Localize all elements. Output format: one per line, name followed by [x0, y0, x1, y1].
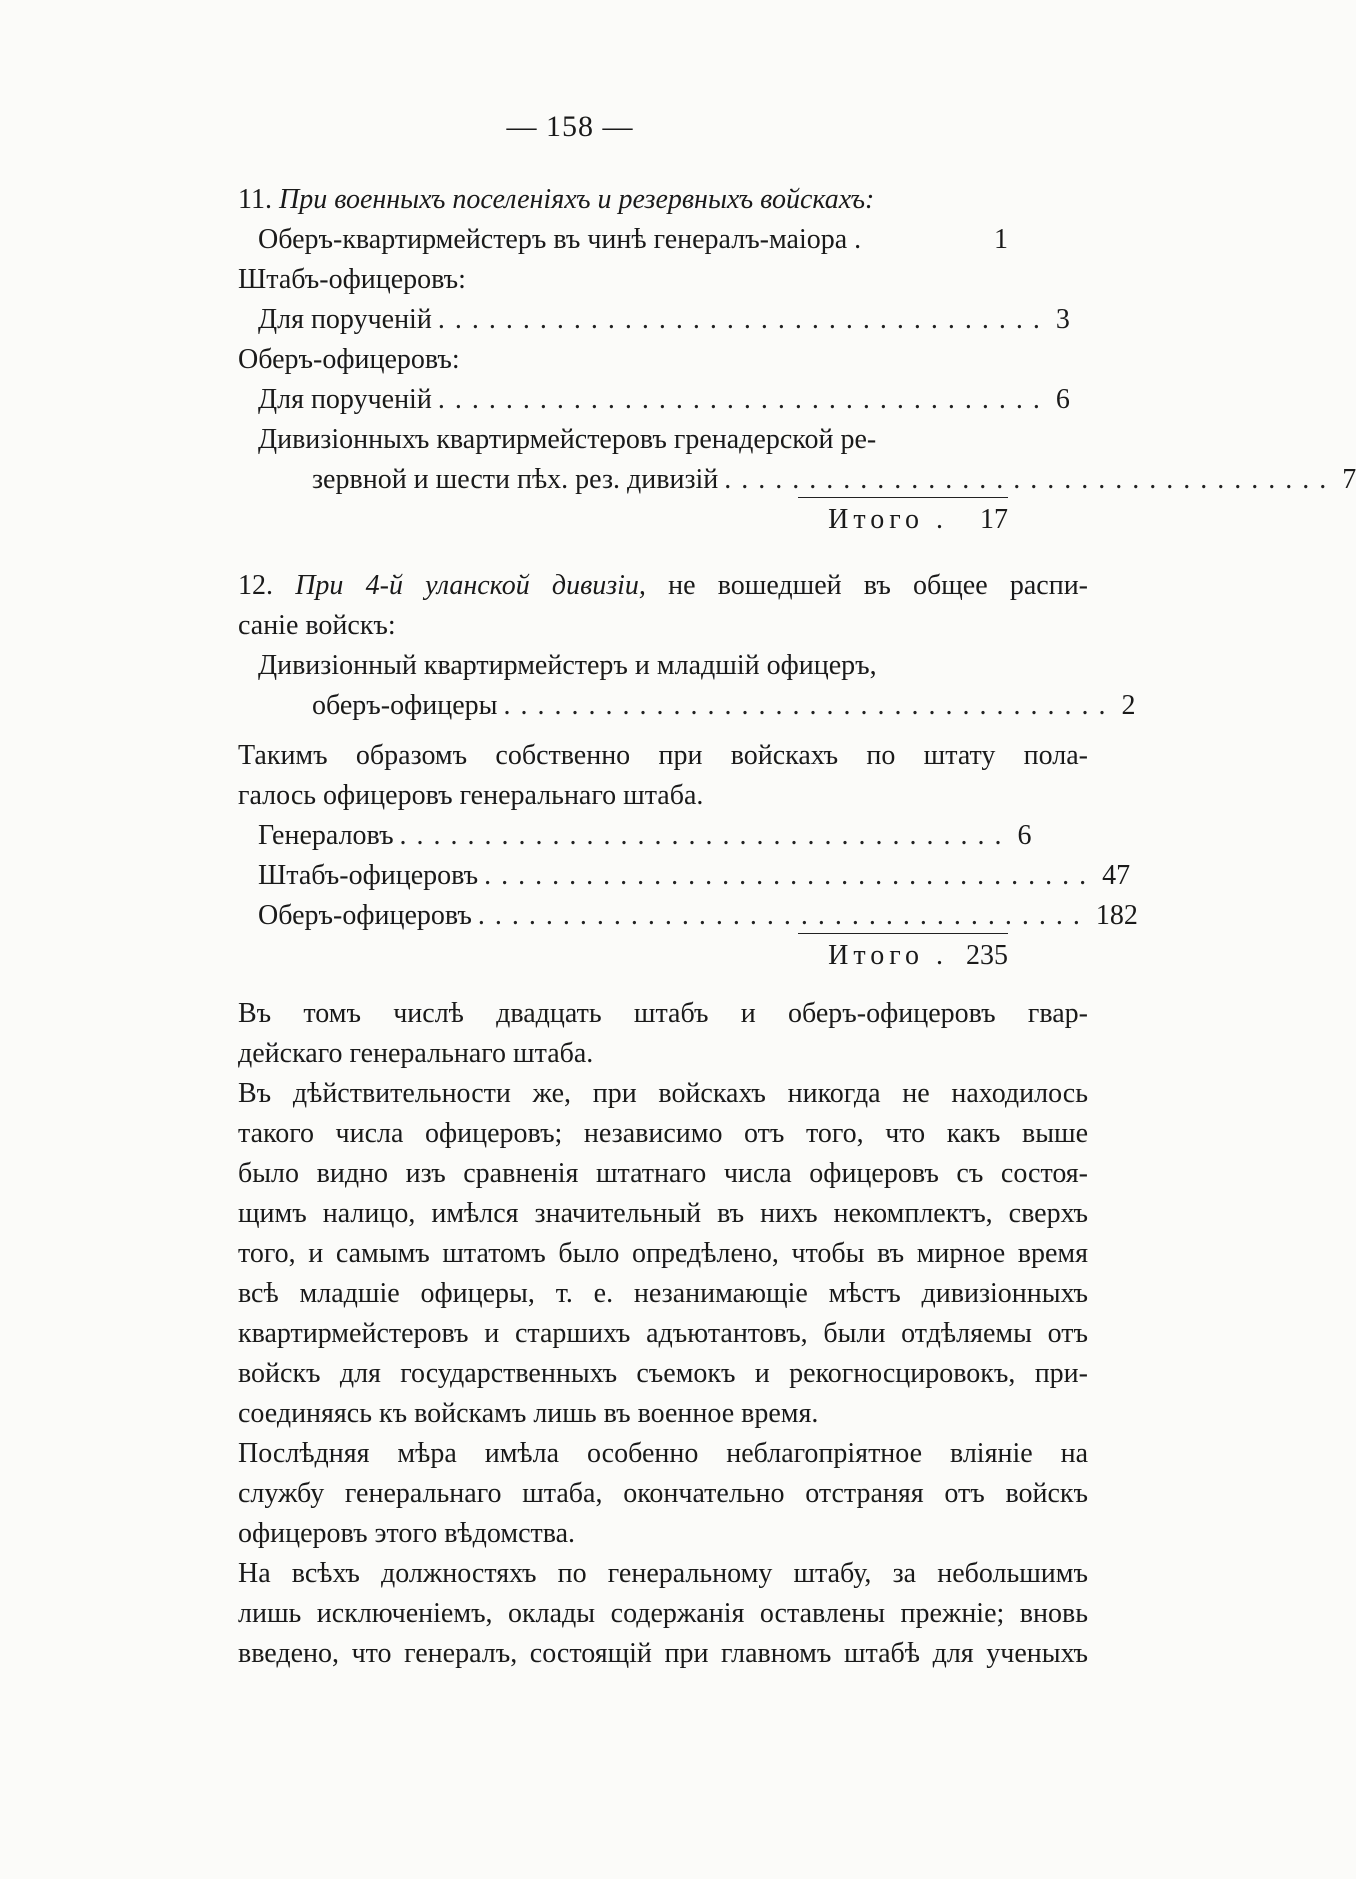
- staff-row: [238, 460, 1356, 500]
- section-title: При военныхъ поселеніяхъ и резервныхъ войскахъ:: [278, 184, 875, 215]
- section-12-heading-cont: саніе войскъ:: [238, 610, 396, 641]
- paragraph-line: лишь исключеніемъ, оклады содержанія оставлены прежніе; вновь: [238, 1598, 1088, 1629]
- staff-row-value: 6: [1055, 384, 1070, 415]
- dot-leader: ....................................: [437, 384, 1050, 415]
- paragraph-line: щимъ налицо, имѣлся значительный въ нихъ некомплектъ, сверхъ: [238, 1198, 1088, 1229]
- staff-row: [238, 686, 1136, 726]
- summary-intro: Такимъ образомъ собственно при войскахъ по штату пола-: [238, 740, 1088, 771]
- dot-leader: ....................................: [484, 860, 1097, 891]
- total-label: Итого .: [828, 940, 948, 971]
- staff-row-value: 2: [1121, 690, 1136, 721]
- summary-row: [238, 856, 1131, 896]
- section-title: При 4-й уланской дивизіи,: [295, 570, 646, 601]
- staff-row-value: 3: [1055, 304, 1070, 335]
- page-number: — 158 —: [506, 110, 634, 143]
- total-row: [238, 500, 1088, 540]
- paragraph-line: На всѣхъ должностяхъ по генеральному штабу, за небольшимъ: [238, 1558, 1088, 1589]
- section-number: 11.: [238, 184, 272, 215]
- staff-row: [238, 300, 1088, 340]
- staff-row-label: оберъ-офицеры: [312, 690, 498, 721]
- staff-row-label: Для порученій: [258, 304, 432, 335]
- summary-intro-cont: галось офицеровъ генеральнаго штаба.: [238, 780, 704, 811]
- subheading: Штабъ-офицеровъ:: [238, 264, 466, 295]
- page-body: [238, 180, 1356, 1674]
- dot-leader: ....................................: [503, 690, 1116, 721]
- section-12-heading: [238, 566, 1088, 606]
- total-value: 17: [980, 504, 1008, 535]
- section-11-heading: [238, 180, 1088, 220]
- paragraph-line: того, и самымъ штатомъ было опредѣлено, чтобы въ мирное время: [238, 1238, 1088, 1269]
- summary-row-label: Штабъ-офицеровъ: [258, 860, 479, 891]
- paragraph-line: Въ дѣйствительности же, при войскахъ никогда не находилось: [238, 1078, 1088, 1109]
- paragraph-line: войскъ для государственныхъ съемокъ и рекогносцировокъ, при-: [238, 1358, 1088, 1389]
- paragraph-line: Въ томъ числѣ двадцать штабъ и оберъ-офицеровъ гвар-: [238, 998, 1088, 1029]
- paragraph-line: квартирмейстеровъ и старшихъ адъютантовъ, были отдѣляемы отъ: [238, 1318, 1088, 1349]
- paragraph-line: соединяясь къ войскамъ лишь въ военное время.: [238, 1398, 819, 1429]
- summary-row-value: 47: [1102, 860, 1131, 891]
- staff-row-value: 1: [994, 224, 1008, 255]
- subheading: Оберъ-офицеровъ:: [238, 344, 460, 375]
- dot-leader: ....................................: [437, 304, 1050, 335]
- staff-row: [238, 220, 1088, 260]
- staff-row-value: 7: [1342, 464, 1356, 495]
- summary-row-value: 182: [1095, 900, 1138, 931]
- total-label: Итого .: [828, 504, 948, 535]
- total-value: 235: [966, 940, 1008, 971]
- summary-row-value: 6: [1017, 820, 1032, 851]
- section-number: 12.: [238, 570, 273, 601]
- staff-row-text: Дивизіонныхъ квартирмейстеровъ гренадерской ре-: [258, 424, 877, 455]
- dot-leader: ....................................: [477, 900, 1090, 931]
- summary-row: [238, 896, 1138, 936]
- dot-leader: ....................................: [399, 820, 1012, 851]
- section-title-rest: не вошедшей въ общее распи-: [645, 570, 1089, 601]
- dot-leader: ....................................: [724, 464, 1337, 495]
- summary-row-label: Оберъ-офицеровъ: [258, 900, 472, 931]
- paragraph-line: такого числа офицеровъ; независимо отъ того, что какъ выше: [238, 1118, 1088, 1149]
- paragraph-line: введено, что генералъ, состоящій при главномъ штабѣ для ученыхъ: [238, 1638, 1088, 1669]
- total-row: [238, 936, 1088, 976]
- paragraph-line: дейскаго генеральнаго штаба.: [238, 1038, 594, 1069]
- paragraph-line: офицеровъ этого вѣдомства.: [238, 1518, 576, 1549]
- summary-row-label: Генераловъ: [258, 820, 394, 851]
- staff-row: [238, 380, 1088, 420]
- paragraph-line: всѣ младшіе офицеры, т. е. незанимающіе мѣстъ дивизіонныхъ: [238, 1278, 1088, 1309]
- staff-row-label: Для порученій: [258, 384, 432, 415]
- staff-row-text: Дивизіонный квартирмейстеръ и младшій офицеръ,: [258, 650, 877, 681]
- summary-row: [238, 816, 1088, 856]
- paragraph-line: Послѣдняя мѣра имѣла особенно неблагопріятное вліяніе на: [238, 1438, 1088, 1469]
- staff-row-label: Оберъ-квартирмейстеръ въ чинѣ генералъ-маіора .: [258, 224, 862, 255]
- staff-row-label: зервной и шести пѣх. рез. дивизій: [312, 464, 719, 495]
- paragraph-line: было видно изъ сравненія штатнаго числа офицеровъ съ состоя-: [238, 1158, 1088, 1189]
- paragraph-line: службу генеральнаго штаба, окончательно отстраняя отъ войскъ: [238, 1478, 1088, 1509]
